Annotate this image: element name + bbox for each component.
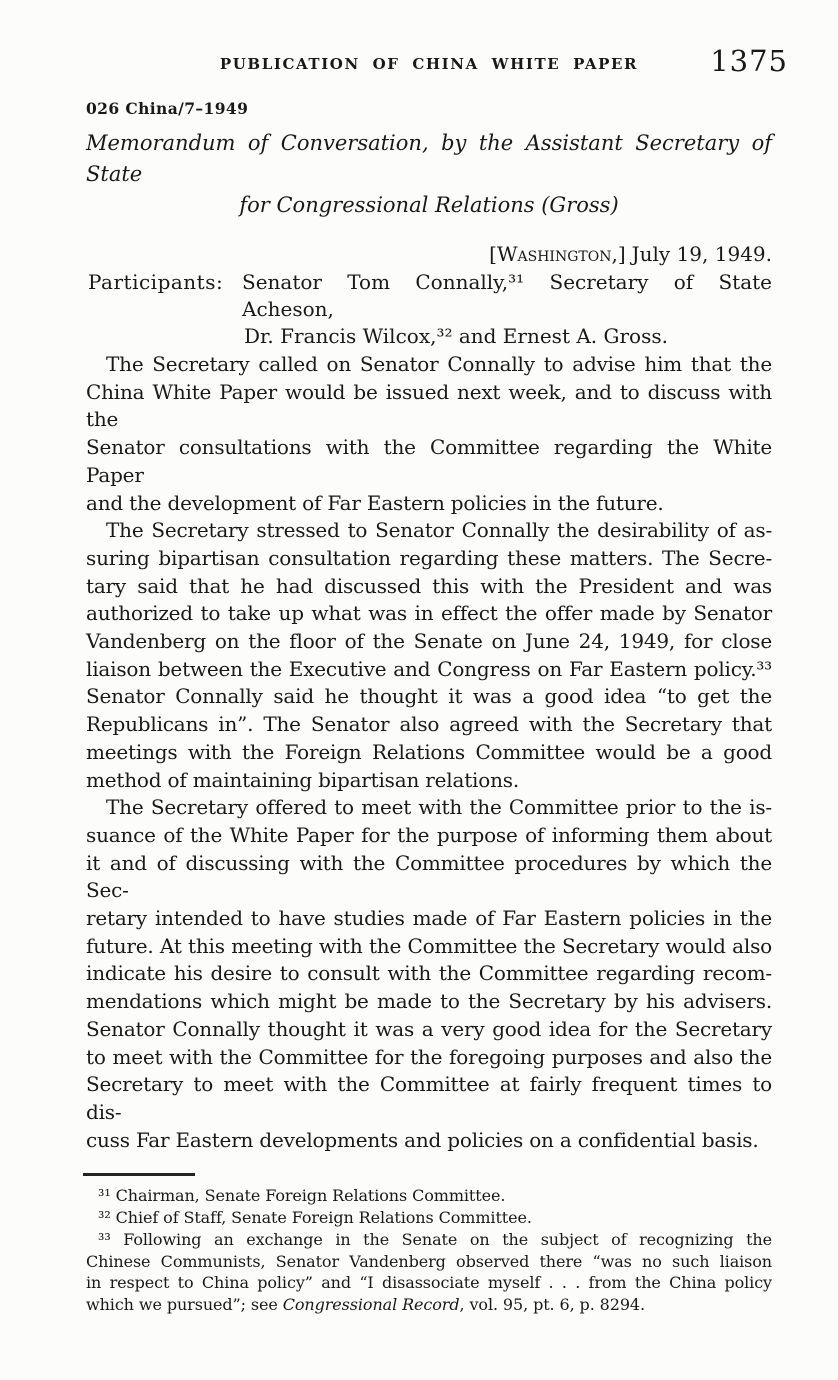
body-paragraph [86, 351, 772, 517]
footnote-text: which we pursued”; see [86, 1294, 283, 1314]
footnote-line: Chinese Communists, Senator Vandenberg observed there “was no such liaison [86, 1251, 772, 1271]
running-title: PUBLICATION OF CHINA WHITE PAPER [219, 55, 639, 73]
text-line: The Secretary stressed to Senator Connally the desirability of as- [106, 518, 772, 543]
document-title-line: for Congressional Relations (Gross) [239, 193, 619, 217]
body-paragraph [86, 794, 772, 1154]
text-line: it and of discussing with the Committee procedures by which the Sec- [86, 850, 772, 903]
dateline [86, 242, 772, 266]
text-line: China White Paper would be issued next week, and to discuss with the [86, 379, 772, 432]
file-citation: 026 China/7–1949 [86, 99, 249, 118]
body-paragraph [86, 517, 772, 794]
text-line: tary said that he had discussed this with the President and was [86, 573, 772, 598]
page-number: 1375 [710, 44, 788, 78]
text-line: Senator Connally thought it was a very good idea for the Secretary [86, 1016, 772, 1041]
participants-line: Dr. Francis Wilcox,³² and Ernest A. Gross. [244, 324, 668, 348]
text-line: to meet with the Committee for the foregoing purposes and also the [86, 1044, 772, 1069]
document-title-line: Memorandum of Conversation, by the Assistant Secretary of State [86, 131, 772, 186]
text-line: Republicans in”. The Senator also agreed with the Secretary that [86, 712, 772, 737]
footnote-31: ³¹ Chairman, Senate Foreign Relations Committee. [98, 1186, 506, 1206]
footnote-text: , vol. 95, pt. 6, p. 8294. [459, 1294, 645, 1314]
document-title [86, 128, 772, 221]
page-content [86, 44, 788, 1316]
footnote-line [86, 1294, 772, 1316]
participants-label: Participants: [88, 270, 224, 294]
footnote-line: in respect to China policy” and “I disassociate myself . . . from the China policy [86, 1273, 772, 1293]
footnote-32: ³² Chief of Staff, Senate Foreign Relations Committee. [98, 1208, 532, 1228]
text-line: mendations which might be made to the Secretary by his advisers. [86, 989, 772, 1014]
dateline-date: July 19, 1949. [631, 242, 772, 266]
dateline-place: [Washington,] [489, 242, 626, 266]
text-line: future. At this meeting with the Committee the Secretary would also [86, 933, 772, 958]
text-line: suring bipartisan consultation regarding these matters. The Secre- [86, 545, 772, 570]
text-line: suance of the White Paper for the purpose of informing them about [86, 822, 772, 847]
text-line: Senator Connally said he thought it was a good idea “to get the [86, 684, 772, 709]
participants-names: Senator Tom Connally,³¹ Secretary of State Acheson, [242, 270, 772, 321]
text-line: and the development of Far Eastern policies in the future. [86, 490, 664, 515]
text-line: indicate his desire to consult with the Committee regarding recom- [86, 961, 772, 986]
page-header [86, 44, 788, 78]
text-line: cuss Far Eastern developments and policies on a confidential basis. [86, 1127, 759, 1152]
footnotes-block [86, 1185, 772, 1315]
memorandum-body [86, 351, 772, 1154]
text-line: Senator consultations with the Committee regarding the White Paper [86, 435, 772, 487]
text-line: authorized to take up what was in effect the offer made by Senator [86, 601, 772, 626]
participants-line [86, 269, 772, 323]
footnote-line: ³³ Following an exchange in the Senate on the subject of recognizing the [98, 1229, 772, 1249]
text-line: Vandenberg on the floor of the Senate on June 24, 1949, for close [86, 629, 772, 654]
text-line: meetings with the Foreign Relations Committee would be a good [86, 739, 772, 764]
footnote-rule [83, 1173, 195, 1176]
text-line: retary intended to have studies made of Far Eastern policies in the [86, 906, 772, 931]
participants-block [86, 269, 772, 350]
text-line: Secretary to meet with the Committee at fairly frequent times to dis- [86, 1072, 772, 1124]
text-line: The Secretary offered to meet with the Committee prior to the is- [106, 795, 772, 820]
text-line: The Secretary called on Senator Connally to advise him that the [106, 352, 772, 376]
cited-work-title: Congressional Record [282, 1294, 460, 1314]
footnote-33 [86, 1229, 772, 1316]
text-line: liaison between the Executive and Congress on Far Eastern policy.³³ [86, 656, 772, 681]
text-line: method of maintaining bipartisan relations. [86, 767, 520, 792]
